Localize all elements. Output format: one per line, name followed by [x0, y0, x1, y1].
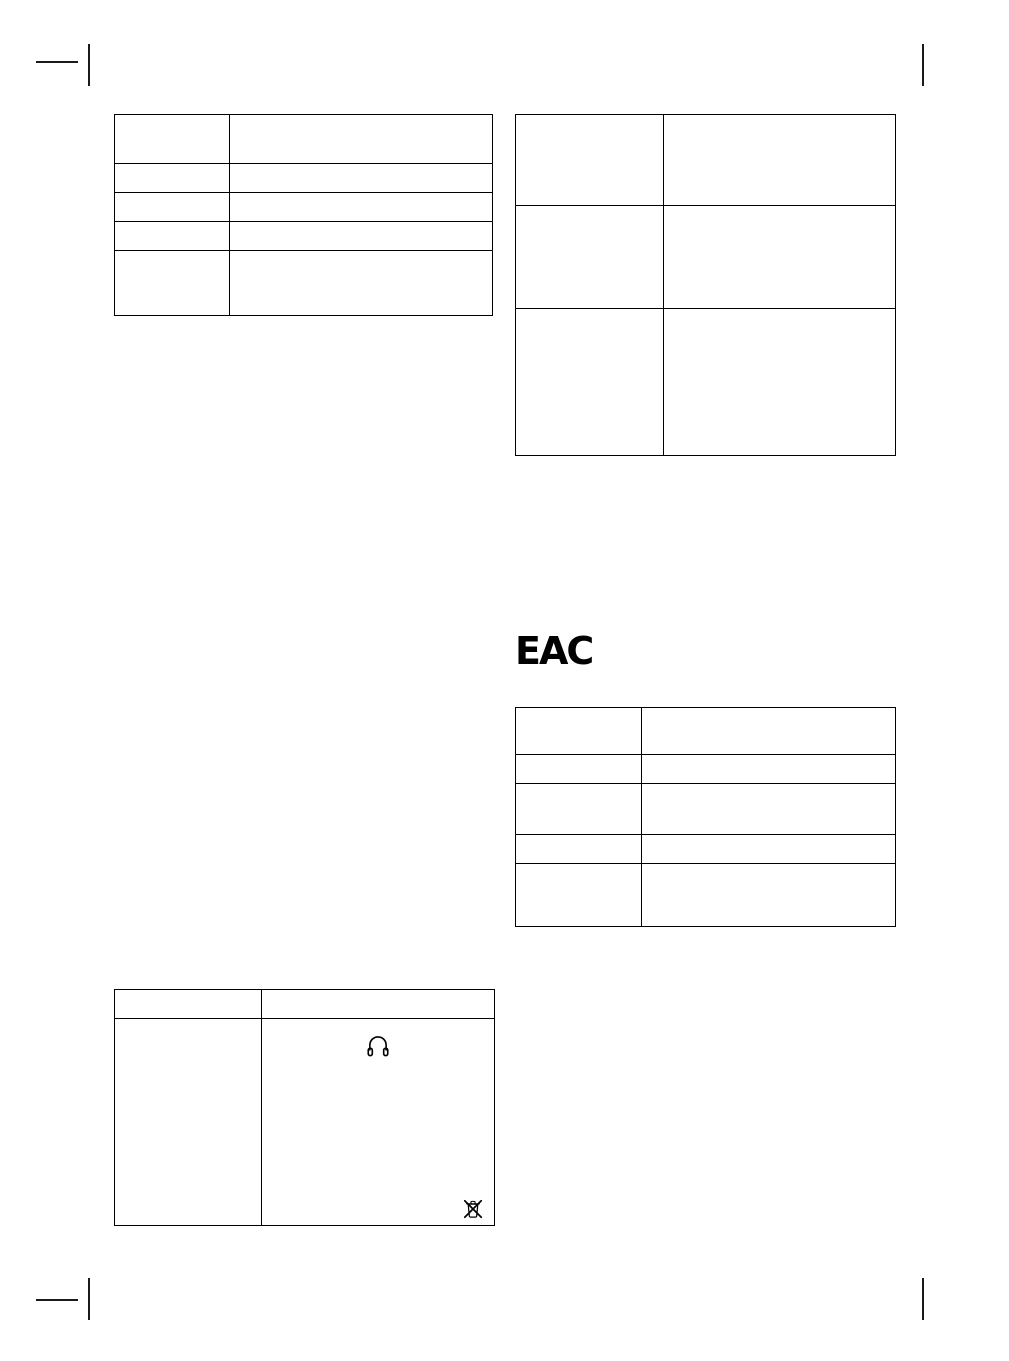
crop-mark-bottom-left-h	[36, 1299, 78, 1301]
cell-value	[642, 784, 896, 835]
table-row	[516, 784, 896, 835]
crossed-out-wheelie-bin-icon	[462, 1198, 484, 1220]
crop-mark-top-left-h	[36, 61, 78, 63]
table-row	[516, 755, 896, 784]
table-row	[516, 309, 896, 456]
cell-label	[516, 864, 642, 927]
table-row	[516, 864, 896, 927]
headphone-icon	[365, 1032, 391, 1058]
cell-symbols	[262, 1019, 495, 1226]
cell-label	[115, 990, 262, 1019]
cell-label	[516, 309, 664, 456]
cell-label	[115, 193, 230, 222]
cell-value	[230, 193, 493, 222]
crop-mark-top-left-v	[88, 44, 90, 86]
cell-label	[115, 115, 230, 164]
specification-table-right	[515, 114, 896, 456]
table-row	[516, 206, 896, 309]
specification-table-left	[114, 114, 493, 316]
cell-label	[516, 755, 642, 784]
cell-value	[230, 164, 493, 193]
cell-label	[516, 835, 642, 864]
cell-value	[664, 206, 896, 309]
crop-mark-bottom-right-v	[922, 1278, 924, 1320]
cell-value	[230, 115, 493, 164]
eac-conformity-mark-icon: EAC	[515, 629, 593, 673]
cell-label	[115, 164, 230, 193]
cell-value	[230, 251, 493, 316]
table-row	[115, 115, 493, 164]
table-row	[115, 193, 493, 222]
eac-table	[515, 707, 896, 927]
crop-mark-top-right-v	[922, 44, 924, 86]
cell-label	[115, 251, 230, 316]
table-row	[115, 222, 493, 251]
table-row	[516, 708, 896, 755]
table-row	[115, 990, 495, 1019]
cell-label	[516, 115, 664, 206]
cell-label	[115, 222, 230, 251]
cell-label	[516, 708, 642, 755]
cell-value	[664, 309, 896, 456]
cell-value	[642, 835, 896, 864]
cell-value	[230, 222, 493, 251]
cell-label	[516, 784, 642, 835]
cell-label	[115, 1019, 262, 1226]
table-row	[516, 835, 896, 864]
table-row	[516, 115, 896, 206]
table-row	[115, 251, 493, 316]
cell-value	[642, 864, 896, 927]
cell-value	[664, 115, 896, 206]
table-row	[115, 164, 493, 193]
cell-value	[642, 755, 896, 784]
crop-mark-bottom-left-v	[88, 1278, 90, 1320]
cell-value	[262, 990, 495, 1019]
symbols-table	[114, 989, 495, 1226]
cell-label	[516, 206, 664, 309]
table-row	[115, 1019, 495, 1226]
cell-value	[642, 708, 896, 755]
